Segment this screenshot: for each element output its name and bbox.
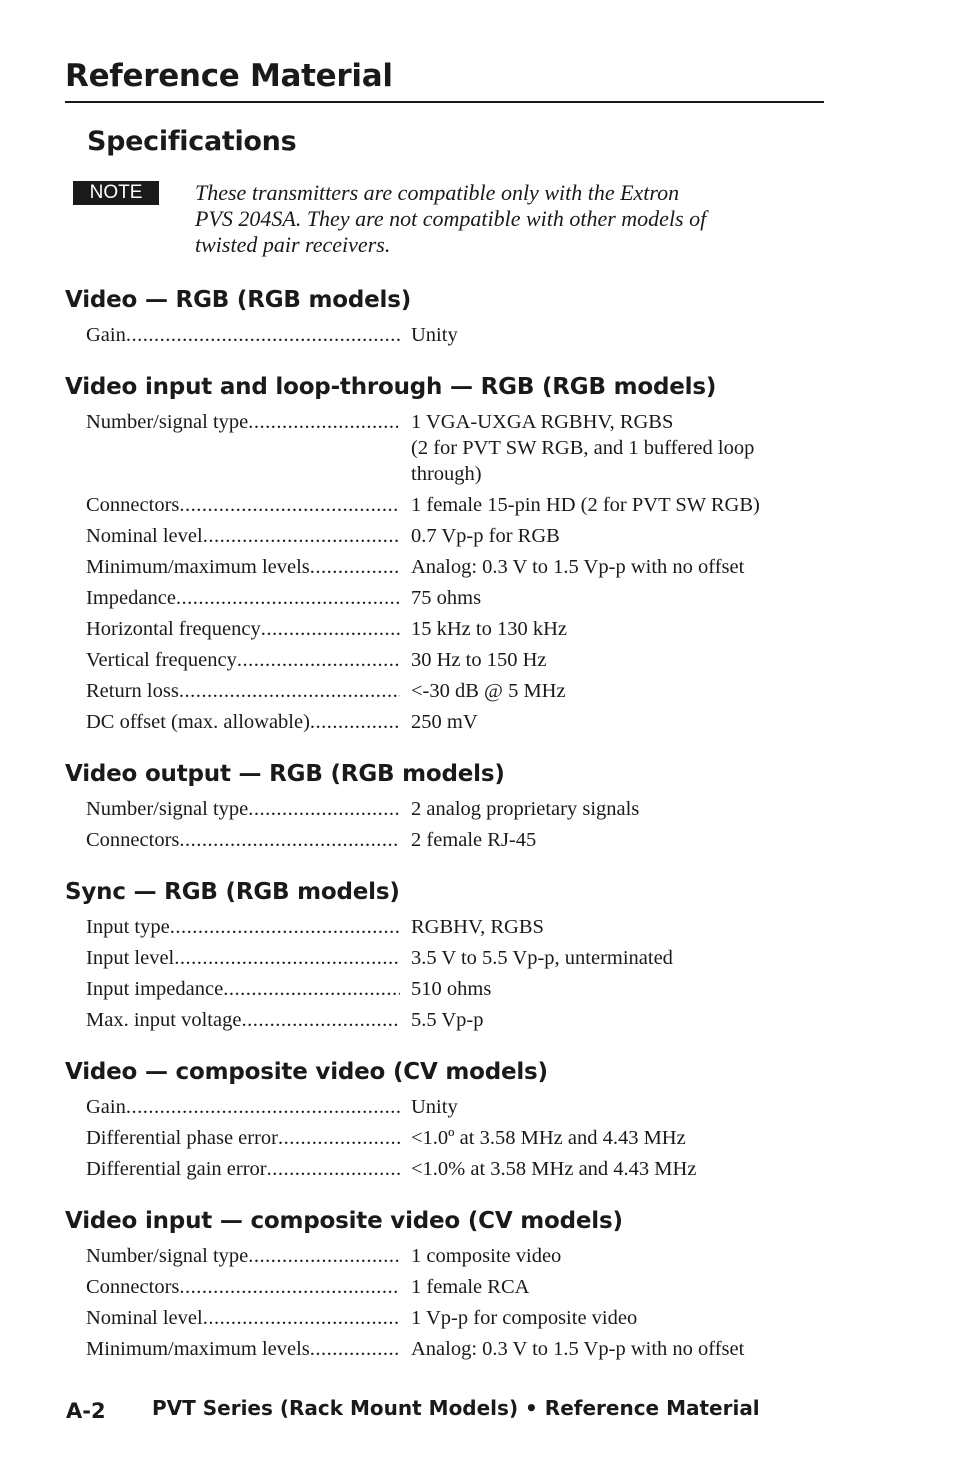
- spec-label-text: Input impedance: [86, 977, 224, 1000]
- dot-leader: [170, 914, 400, 940]
- spec-label: [86, 554, 400, 580]
- spec-value: Analog: 0.3 V to 1.5 Vp-p with no offset: [411, 1337, 745, 1360]
- spec-row: [65, 582, 845, 613]
- spec-label-text: Minimum/maximum levels: [86, 1337, 310, 1360]
- spec-label-text: Number/signal type: [86, 410, 249, 433]
- spec-label-text: Differential gain error: [86, 1157, 267, 1180]
- spec-section-heading: Video output — RGB (RGB models): [65, 761, 505, 787]
- footer-title: PVT Series (Rack Mount Models) • Reference Material: [152, 1396, 760, 1420]
- dot-leader: [179, 492, 400, 518]
- spec-row: [65, 793, 845, 824]
- dot-leader: [267, 1156, 400, 1182]
- spec-label-text: Number/signal type: [86, 1244, 249, 1267]
- spec-value: Analog: 0.3 V to 1.5 Vp-p with no offset: [411, 555, 745, 578]
- spec-row: [65, 1302, 845, 1333]
- dot-leader: [248, 796, 400, 822]
- dot-leader: [179, 1274, 400, 1300]
- spec-row: [65, 613, 845, 644]
- spec-label: [86, 678, 400, 704]
- spec-label: [86, 1305, 400, 1331]
- spec-label: [86, 827, 400, 853]
- spec-label: [86, 523, 400, 549]
- spec-value: 250 mV: [411, 710, 478, 733]
- dot-leader: [248, 1243, 400, 1269]
- spec-label-text: Input level: [86, 946, 175, 969]
- dot-leader: [248, 409, 400, 487]
- spec-label: [86, 976, 400, 1002]
- spec-label-text: Nominal level: [86, 1306, 203, 1329]
- dot-leader: [237, 647, 400, 673]
- spec-row: [65, 1271, 845, 1302]
- dot-leader: [126, 1094, 400, 1120]
- spec-value: 3.5 V to 5.5 Vp-p, unterminated: [411, 946, 673, 969]
- spec-value: 75 ohms: [411, 586, 482, 609]
- spec-label-text: Number/signal type: [86, 797, 249, 820]
- spec-label-text: Impedance: [86, 586, 176, 609]
- spec-value: RGBHV, RGBS: [411, 915, 544, 938]
- spec-label-text: Input type: [86, 915, 170, 938]
- spec-label: [86, 492, 400, 518]
- spec-label: [86, 1007, 400, 1033]
- spec-section: [65, 283, 845, 350]
- spec-row: [65, 319, 845, 350]
- page-title: Reference Material: [65, 58, 393, 94]
- spec-row: [65, 942, 845, 973]
- spec-value: 1 female RCA: [411, 1275, 530, 1298]
- spec-section-heading: Video — composite video (CV models): [65, 1059, 548, 1085]
- spec-row: [65, 675, 845, 706]
- dot-leader: [174, 945, 400, 971]
- spec-label-text: Nominal level: [86, 524, 203, 547]
- dot-leader: [179, 678, 400, 704]
- page-number: A-2: [66, 1399, 106, 1423]
- spec-value: 1 composite video: [411, 1244, 562, 1267]
- spec-value: 5.5 Vp-p: [411, 1008, 484, 1031]
- spec-row: [65, 824, 845, 855]
- spec-value: 510 ohms: [411, 977, 492, 1000]
- spec-row: [65, 520, 845, 551]
- spec-value: <1.0% at 3.58 MHz and 4.43 MHz: [411, 1157, 697, 1180]
- spec-label: [86, 647, 400, 673]
- spec-label-text: Gain: [86, 1095, 126, 1118]
- spec-label-text: Max. input voltage: [86, 1008, 242, 1031]
- spec-label: [86, 585, 400, 611]
- dot-leader: [203, 523, 400, 549]
- spec-value: <1.0º at 3.58 MHz and 4.43 MHz: [411, 1126, 686, 1149]
- spec-value: 2 analog proprietary signals: [411, 797, 640, 820]
- spec-value: Unity: [411, 323, 458, 346]
- spec-label: [86, 1094, 400, 1120]
- dot-leader: [126, 322, 400, 348]
- spec-value: 1 female 15-pin HD (2 for PVT SW RGB): [411, 493, 760, 516]
- spec-section: [65, 757, 845, 855]
- spec-value: 0.7 Vp-p for RGB: [411, 524, 560, 547]
- spec-section-heading: Video input and loop-through — RGB (RGB models): [65, 374, 717, 400]
- title-rule: [65, 101, 824, 103]
- spec-label: [86, 322, 400, 348]
- section-title: Specifications: [87, 126, 297, 157]
- dot-leader: [179, 827, 400, 853]
- spec-row: [65, 1240, 845, 1271]
- spec-section-heading: Video — RGB (RGB models): [65, 287, 412, 313]
- spec-value: 15 kHz to 130 kHz: [411, 617, 568, 640]
- spec-label: [86, 616, 400, 642]
- spec-label-text: DC offset (max. allowable): [86, 710, 310, 733]
- dot-leader: [176, 585, 400, 611]
- spec-row: [65, 406, 845, 489]
- note-badge: NOTE: [73, 181, 159, 205]
- spec-row: [65, 489, 845, 520]
- spec-row: [65, 973, 845, 1004]
- dot-leader: [223, 976, 400, 1002]
- dot-leader: [278, 1125, 400, 1151]
- spec-label: [86, 945, 400, 971]
- spec-label-text: Gain: [86, 323, 126, 346]
- spec-row: [65, 551, 845, 582]
- spec-value: 1 Vp-p for composite video: [411, 1306, 638, 1329]
- dot-leader: [241, 1007, 400, 1033]
- spec-section-heading: Sync — RGB (RGB models): [65, 879, 400, 905]
- spec-row: [65, 1153, 845, 1184]
- spec-row: [65, 911, 845, 942]
- spec-row: [65, 644, 845, 675]
- spec-row: [65, 1091, 845, 1122]
- specifications-list: [65, 283, 845, 1384]
- spec-value: 2 female RJ-45: [411, 828, 537, 851]
- spec-section: [65, 370, 845, 737]
- spec-row: [65, 1122, 845, 1153]
- dot-leader: [310, 554, 400, 580]
- spec-label: [86, 1156, 400, 1182]
- spec-label-text: Vertical frequency: [86, 648, 237, 671]
- spec-label-text: Return loss: [86, 679, 179, 702]
- spec-section: [65, 1204, 845, 1364]
- spec-row: [65, 1333, 845, 1364]
- spec-row: [65, 1004, 845, 1035]
- spec-label-text: Minimum/maximum levels: [86, 555, 310, 578]
- spec-label: [86, 796, 400, 822]
- dot-leader: [310, 1336, 400, 1362]
- spec-section-heading: Video input — composite video (CV models): [65, 1208, 623, 1234]
- spec-section: [65, 1055, 845, 1184]
- spec-value: Unity: [411, 1095, 458, 1118]
- dot-leader: [261, 616, 400, 642]
- spec-label-text: Connectors: [86, 1275, 180, 1298]
- spec-section: [65, 875, 845, 1035]
- spec-label: [86, 1274, 400, 1300]
- spec-label: [86, 914, 400, 940]
- note-text: These transmitters are compatible only with the Extron PVS 204SA. They are not compatible with other models of twisted pair receivers.: [195, 180, 707, 257]
- spec-value: <-30 dB @ 5 MHz: [411, 679, 566, 702]
- spec-label: [86, 1125, 400, 1151]
- dot-leader: [310, 709, 400, 735]
- spec-value: 30 Hz to 150 Hz: [411, 648, 547, 671]
- spec-label-text: Connectors: [86, 493, 180, 516]
- spec-label: [86, 1336, 400, 1362]
- spec-label-text: Connectors: [86, 828, 180, 851]
- spec-label: [86, 409, 400, 487]
- spec-label-text: Horizontal frequency: [86, 617, 261, 640]
- dot-leader: [203, 1305, 400, 1331]
- spec-row: [65, 706, 845, 737]
- spec-label-text: Differential phase error: [86, 1126, 278, 1149]
- spec-label: [86, 1243, 400, 1269]
- spec-label: [86, 709, 400, 735]
- spec-value: 1 VGA-UXGA RGBHV, RGBS (2 for PVT SW RGB, and 1 buffered loop through): [411, 410, 755, 485]
